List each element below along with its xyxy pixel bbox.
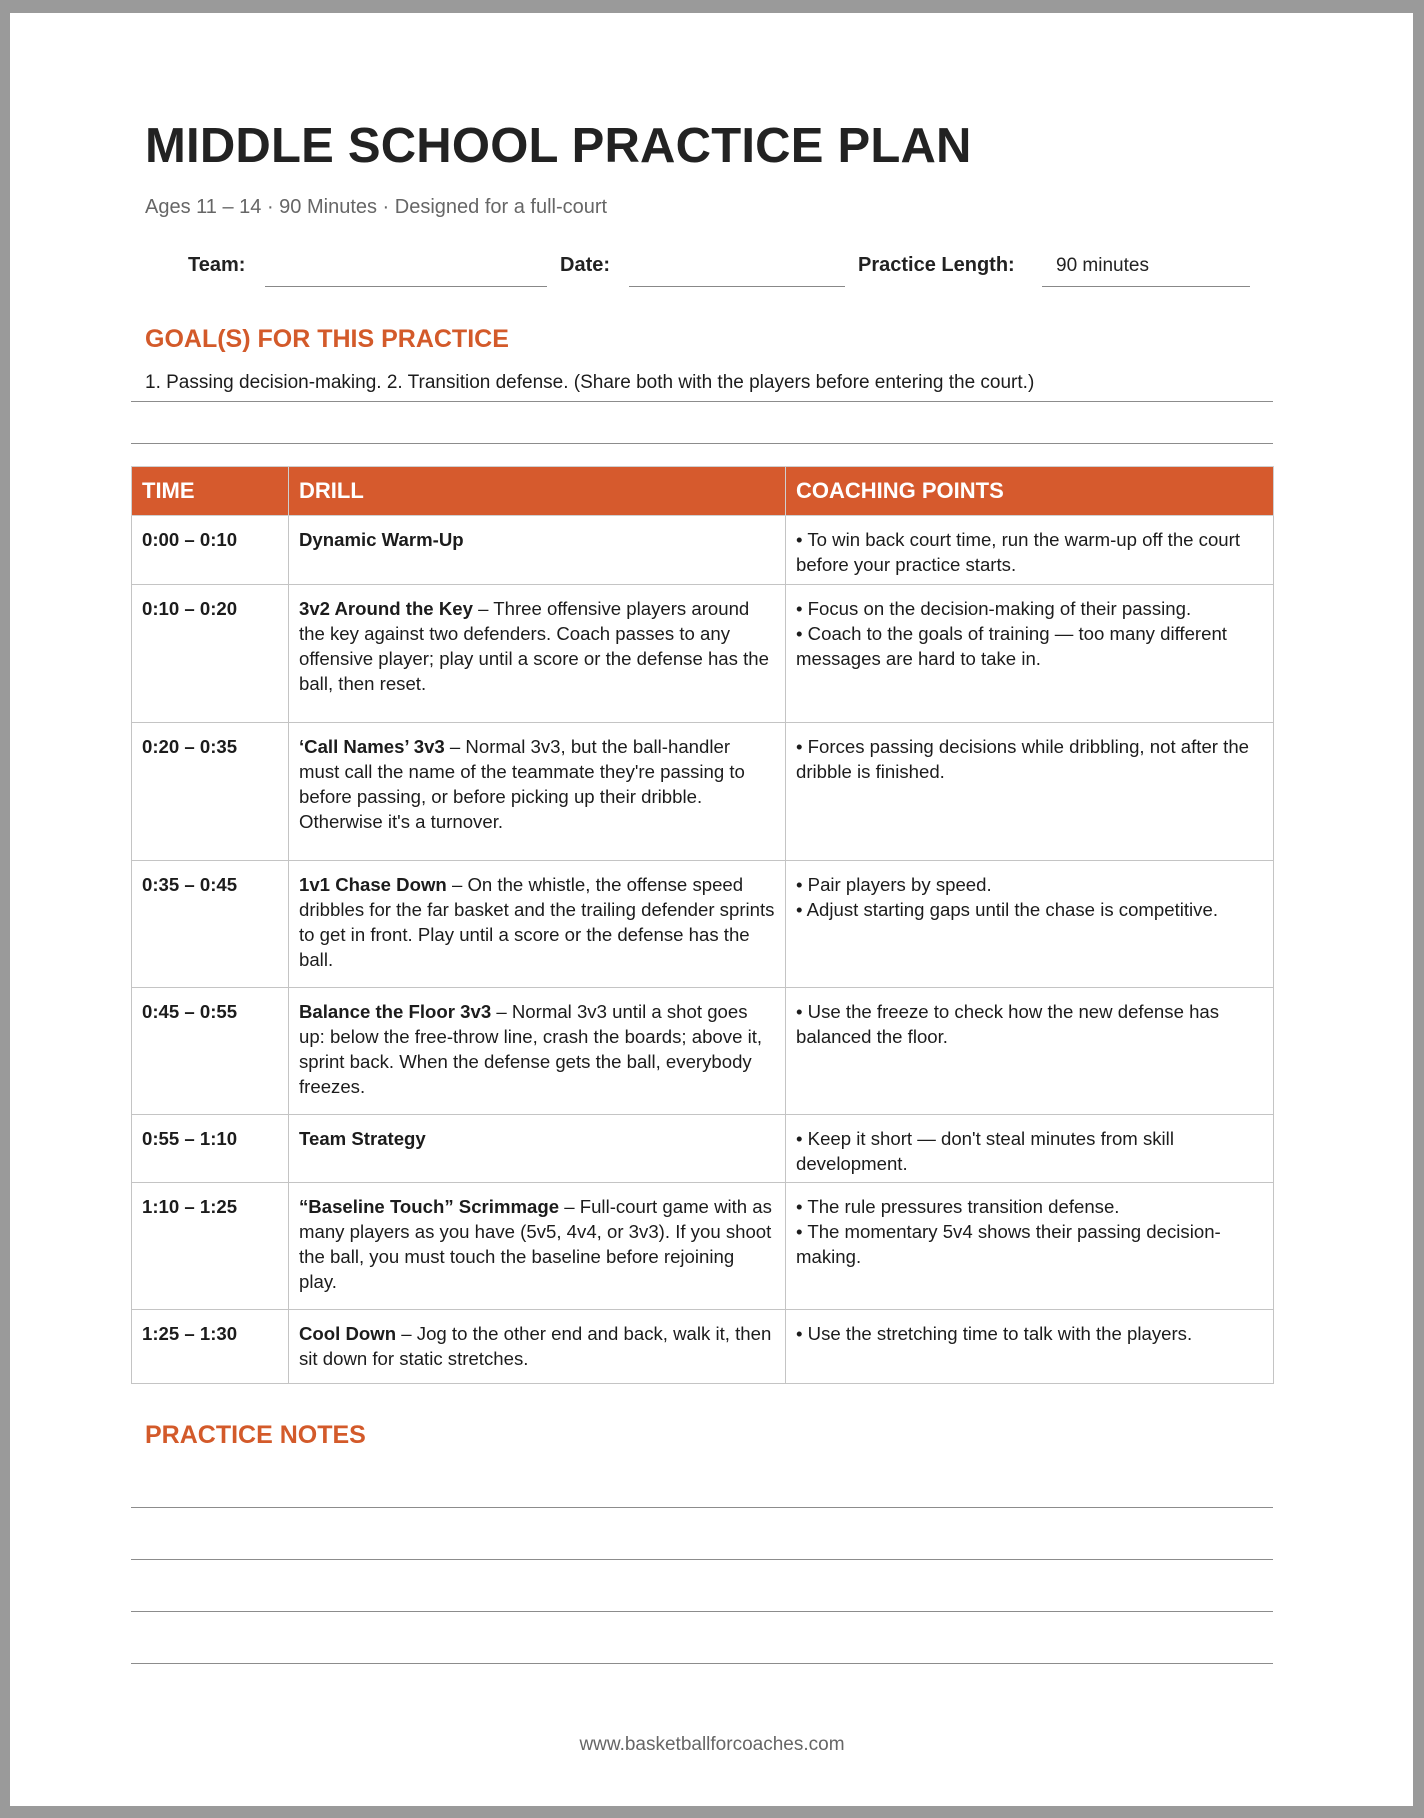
table-header-row (132, 467, 1274, 516)
drill-cell (289, 988, 786, 1115)
table-row (132, 861, 1274, 988)
coaching-points-cell (786, 861, 1274, 988)
practice-notes-heading: PRACTICE NOTES (145, 1421, 366, 1449)
drill-cell (289, 723, 786, 861)
drill-name: Team Strategy (299, 1128, 426, 1149)
date-label: Date: (560, 254, 611, 276)
time-cell: 0:00 – 0:10 (132, 516, 289, 585)
coaching-point: • Coach to the goals of training — too many different messages are hard to take in. (796, 623, 1227, 669)
drill-description: – Normal 3v3, but the ball-handler must call the name of the teammate they're passing to before passing, or before picking up their dribble. Otherwise it's a turnover. (299, 736, 745, 832)
goals-text: 1. Passing decision-making. 2. Transition defense. (Share both with the players before entering the court.) (145, 372, 1035, 393)
column-header-time: TIME (132, 467, 289, 516)
goals-heading: GOAL(S) FOR THIS PRACTICE (145, 325, 509, 353)
drill-name: Balance the Floor 3v3 (299, 1001, 492, 1022)
time-cell: 1:25 – 1:30 (132, 1310, 289, 1384)
drill-name: 1v1 Chase Down (299, 874, 447, 895)
drill-cell (289, 1115, 786, 1183)
coaching-points-cell (786, 1310, 1274, 1384)
coaching-point: • Focus on the decision-making of their passing. (796, 598, 1192, 619)
time-cell: 0:35 – 0:45 (132, 861, 289, 988)
notes-line[interactable] (131, 1663, 1273, 1664)
coaching-points-cell (786, 1115, 1274, 1183)
table-row (132, 1115, 1274, 1183)
time-cell: 0:20 – 0:35 (132, 723, 289, 861)
drill-cell (289, 516, 786, 585)
coaching-point: • Use the stretching time to talk with the players. (796, 1323, 1193, 1344)
drill-cell (289, 861, 786, 988)
coaching-point: • Adjust starting gaps until the chase is competitive. (796, 899, 1218, 920)
drill-name: Cool Down (299, 1323, 397, 1344)
goals-line (131, 401, 1273, 402)
coaching-points-cell (786, 516, 1274, 585)
drill-description: – Jog to the other end and back, walk it, then sit down for static stretches. (299, 1323, 772, 1369)
notes-line[interactable] (131, 1507, 1273, 1508)
practice-length-label: Practice Length: (858, 254, 1015, 276)
table-row (132, 1183, 1274, 1310)
drill-cell (289, 1183, 786, 1310)
coaching-point: • Use the freeze to check how the new defense has balanced the floor. (796, 1001, 1220, 1047)
drill-name: 3v2 Around the Key (299, 598, 473, 619)
coaching-points-cell (786, 585, 1274, 723)
coaching-points-cell (786, 1183, 1274, 1310)
notes-line[interactable] (131, 1611, 1273, 1612)
date-field[interactable] (629, 286, 845, 287)
coaching-point: • Keep it short — don't steal minutes from skill development. (796, 1128, 1174, 1174)
team-field[interactable] (265, 286, 547, 287)
practice-length-value: 90 minutes (1056, 255, 1149, 276)
drill-description: – Full-court game with as many players as you have (5v5, 4v4, or 3v3). If you shoot the ball, you must touch the baseline before rejoining play. (299, 1196, 772, 1292)
table-row (132, 516, 1274, 585)
goals-line (131, 443, 1273, 444)
coaching-points-cell (786, 988, 1274, 1115)
coaching-points-cell (786, 723, 1274, 861)
drill-name: ‘Call Names’ 3v3 (299, 736, 445, 757)
time-cell: 0:45 – 0:55 (132, 988, 289, 1115)
table-row (132, 723, 1274, 861)
coaching-point: • Forces passing decisions while dribbling, not after the dribble is finished. (796, 736, 1249, 782)
coaching-point: • The rule pressures transition defense. (796, 1196, 1120, 1217)
drill-name: Dynamic Warm-Up (299, 529, 464, 550)
drill-name: “Baseline Touch” Scrimmage (299, 1196, 560, 1217)
time-cell: 1:10 – 1:25 (132, 1183, 289, 1310)
practice-length-field[interactable] (1042, 286, 1250, 287)
notes-line[interactable] (131, 1559, 1273, 1560)
time-cell: 0:10 – 0:20 (132, 585, 289, 723)
page-subtitle: Ages 11 – 14 · 90 Minutes · Designed for a full-court (145, 196, 608, 218)
coaching-point: • To win back court time, run the warm-up off the court before your practice starts. (796, 529, 1241, 575)
team-label: Team: (188, 254, 246, 276)
coaching-point: • The momentary 5v4 shows their passing decision-making. (796, 1221, 1221, 1267)
table-row (132, 988, 1274, 1115)
drill-description: – Normal 3v3 until a shot goes up: below the free-throw line, crash the boards; above it, sprint back. When the defense gets the ball, everybody freezes. (299, 1001, 763, 1097)
drill-description: – On the whistle, the offense speed dribbles for the far basket and the trailing defender sprints to get in front. Play until a score or the defense has the ball. (299, 874, 775, 970)
time-cell: 0:55 – 1:10 (132, 1115, 289, 1183)
page-title: MIDDLE SCHOOL PRACTICE PLAN (145, 119, 972, 173)
table-row (132, 585, 1274, 723)
column-header-drill: DRILL (289, 467, 786, 516)
drill-cell (289, 585, 786, 723)
table-row (132, 1310, 1274, 1384)
drill-cell (289, 1310, 786, 1384)
column-header-coaching-points: COACHING POINTS (786, 467, 1274, 516)
drill-description: – Three offensive players around the key against two defenders. Coach passes to any offensive player; play until a score or the defense has the ball, then reset. (299, 598, 769, 694)
coaching-point: • Pair players by speed. (796, 874, 992, 895)
footer-website: www.basketballforcoaches.com (579, 1734, 845, 1755)
practice-plan-table (131, 466, 1274, 1384)
